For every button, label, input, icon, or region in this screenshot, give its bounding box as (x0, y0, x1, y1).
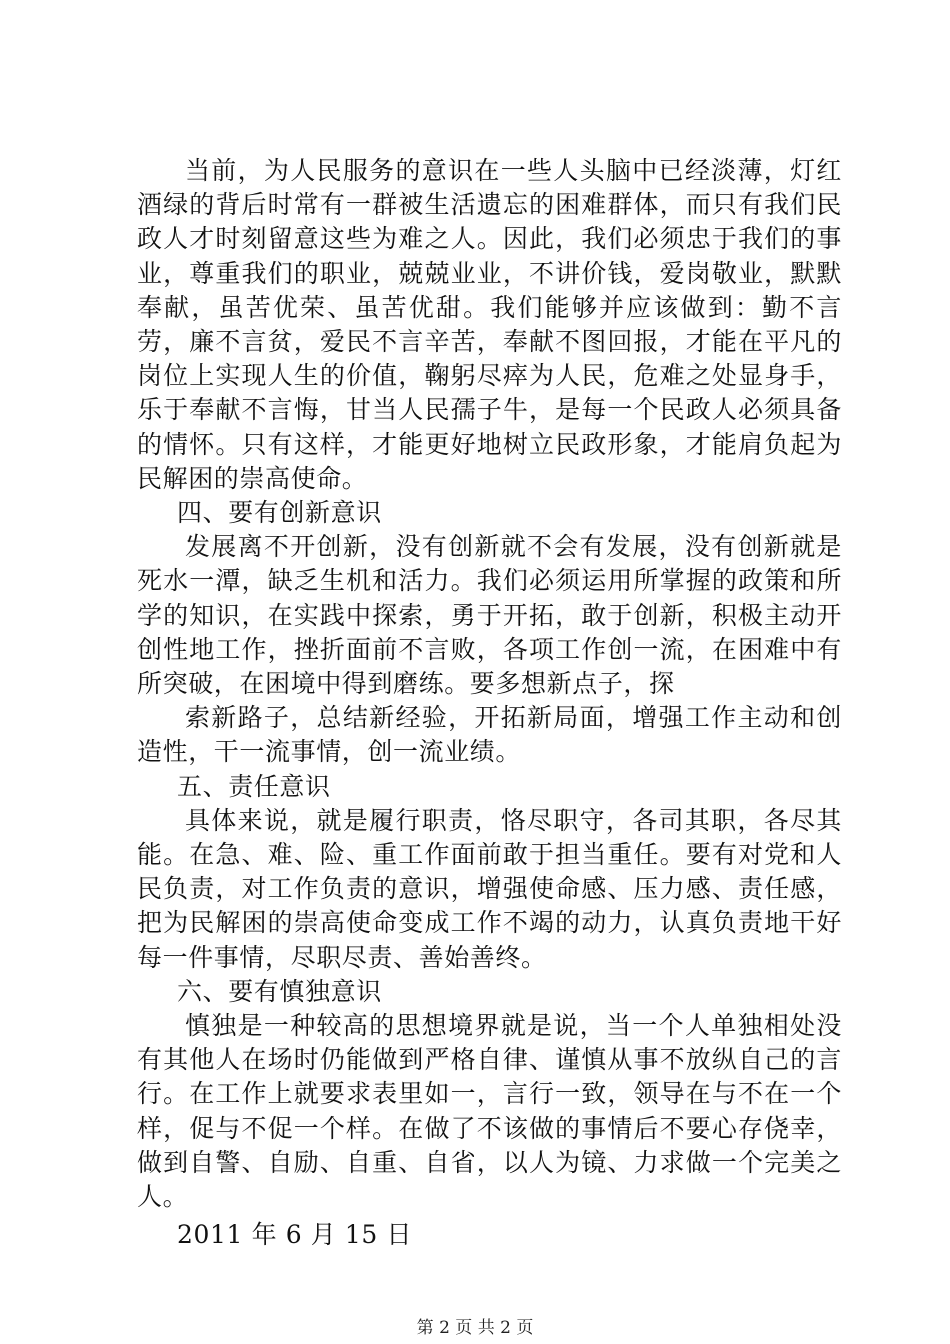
paragraph-service-awareness: 当前，为人民服务的意识在一些人头脑中已经淡薄，灯红酒绿的背后时常有一群被生活遗忘的困难群体，而只有我们民政人才时刻留意这些为难之人。因此，我们必须忠于我们的事业，尊重我们的职业，兢兢业业，不讲价钱，爱岗敬业，默默奉献，虽苦优荣、虽苦优甜。我们能够并应该做到：勤不言劳，廉不言贫，爱民不言辛苦，奉献不图回报，才能在平凡的岗位上实现人生的价值，鞠躬尽瘁为人民，危难之处显身手，乐于奉献不言悔，甘当人民孺子牛，是每一个民政人必须具备的情怀。只有这样，才能更好地树立民政形象，才能肩负起为民解困的崇高使命。 (137, 156, 842, 493)
document-body (137, 154, 842, 1253)
page-number-footer: 第 2 页 共 2 页 (416, 1318, 534, 1338)
section-heading-self-discipline: 六、要有慎独意识 (177, 976, 382, 1006)
section-heading-responsibility: 五、责任意识 (177, 771, 331, 801)
document-date: 2011 年 6 月 15 日 (177, 1220, 413, 1250)
paragraph-innovation: 发展离不开创新，没有创新就不会有发展，没有创新就是死水一潭，缺乏生机和活力。我们必须运用所掌握的政策和所学的知识，在实践中探索，勇于开拓，敢于创新，积极主动开创性地工作，挫折面前不言败，各项工作创一流，在困难中有所突破，在困境中得到磨练。要多想新点子，探 (137, 532, 842, 699)
paragraph-self-discipline: 慎独是一种较高的思想境界就是说，当一个人单独相处没有其他人在场时仍能做到严格自律、谨慎从事不放纵自己的言行。在工作上就要求表里如一，言行一致，领导在与不在一个样，促与不促一个样。在做了不该做的事情后不要心存侥幸，做到自警、自励、自重、自省，以人为镜、力求做一个完美之人。 (137, 1011, 842, 1212)
section-heading-innovation: 四、要有创新意识 (177, 498, 382, 528)
paragraph-innovation-continued: 索新路子，总结新经验，开拓新局面，增强工作主动和创造性，干一流事情，创一流业绩。 (137, 703, 842, 767)
paragraph-responsibility: 具体来说，就是履行职责，恪尽职守，各司其职，各尽其能。在急、难、险、重工作面前敢于担当重任。要有对党和人民负责，对工作负责的意识，增强使命感、压力感、责任感，把为民解困的崇高使命变成工作不竭的动力，认真负责地干好每一件事情，尽职尽责、善始善终。 (137, 805, 842, 972)
